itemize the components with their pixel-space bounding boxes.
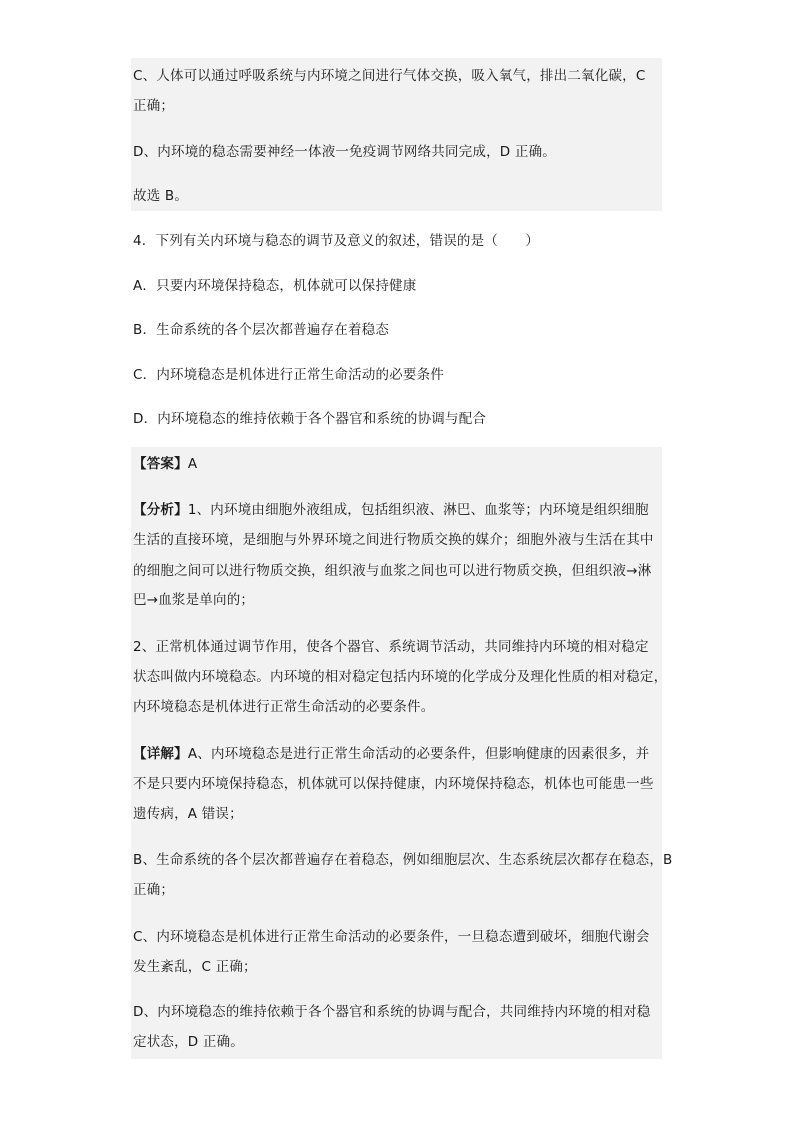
answer-tag: 【答案】 bbox=[133, 456, 188, 472]
analysis-p1-line1 bbox=[133, 500, 649, 520]
prev-explanation-d-line: D、内环境的稳态需要神经一体液一免疫调节网络共同完成，D 正确。 bbox=[133, 144, 556, 160]
question-stem: 4．下列有关内环境与稳态的调节及意义的叙述，错误的是（ ） bbox=[133, 233, 540, 249]
detail-a-line3: 遗传病，A 错误； bbox=[133, 806, 243, 822]
answer-value: A bbox=[187, 456, 198, 472]
analysis-p1-line2: 生活的直接环境，是细胞与外界环境之间进行物质交换的媒介；细胞外液与生活在其中 bbox=[133, 532, 654, 548]
detail-b-line2: 正确； bbox=[133, 882, 175, 898]
analysis-p2-line2: 状态叫做内环境稳态。内环境的相对稳定包括内环境的化学成分及理化性质的相对稳定， bbox=[133, 669, 668, 685]
analysis-p1-line3: 的细胞之间可以进行物质交换，组织液与血浆之间也可以进行物质交换，但组织液→淋 bbox=[133, 563, 652, 579]
detail-c-line2: 发生紊乱，C 正确； bbox=[133, 959, 257, 975]
prev-explanation-c-line1: C、人体可以通过呼吸系统与内环境之间进行气体交换，吸入氧气，排出二氧化碳，C bbox=[133, 68, 646, 84]
detail-d-line2: 定状态，D 正确。 bbox=[133, 1034, 244, 1050]
question-option-c: C．内环境稳态是机体进行正常生命活动的必要条件 bbox=[133, 367, 445, 383]
question-option-a: A．只要内环境保持稳态，机体就可以保持健康 bbox=[133, 278, 417, 294]
analysis-p2-line1: 2、正常机体通过调节作用，使各个器官、系统调节活动，共同维持内环境的相对稳定 bbox=[133, 639, 649, 655]
analysis-tag: 【分析】 bbox=[133, 502, 188, 518]
analysis-p1-line4: 巴→血浆是单向的； bbox=[133, 592, 255, 608]
analysis-p2-line3: 内环境稳态是机体进行正常生命活动的必要条件。 bbox=[133, 699, 435, 715]
detail-b-line1: B、生命系统的各个层次都普遍存在着稳态，例如细胞层次、生态系统层次都存在稳态，B bbox=[133, 852, 673, 868]
detail-a-line2: 不是只要内环境保持稳态，机体就可以保持健康，内环境保持稳态，机体也可能患一些 bbox=[133, 776, 654, 792]
prev-explanation-conclusion: 故选 B。 bbox=[133, 188, 189, 204]
question-option-b: B．生命系统的各个层次都普遍存在着稳态 bbox=[133, 322, 390, 338]
question-option-d: D．内环境稳态的维持依赖于各个器官和系统的协调与配合 bbox=[133, 411, 487, 427]
detail-a-line1 bbox=[133, 744, 649, 764]
analysis-p1-line1-text: 1、内环境由细胞外液组成，包括组织液、淋巴、血浆等；内环境是组织细胞 bbox=[187, 502, 649, 518]
detail-tag: 【详解】 bbox=[133, 746, 188, 762]
prev-explanation-c-line2: 正确； bbox=[133, 98, 175, 114]
detail-d-line1: D、内环境稳态的维持依赖于各个器官和系统的协调与配合，共同维持内环境的相对稳 bbox=[133, 1004, 651, 1020]
detail-c-line1: C、内环境稳态是机体进行正常生命活动的必要条件，一旦稳态遭到破坏，细胞代谢会 bbox=[133, 929, 650, 945]
answer-line bbox=[133, 454, 197, 474]
detail-a-line1-text: A、内环境稳态是进行正常生命活动的必要条件，但影响健康的因素很多，并 bbox=[187, 746, 650, 762]
